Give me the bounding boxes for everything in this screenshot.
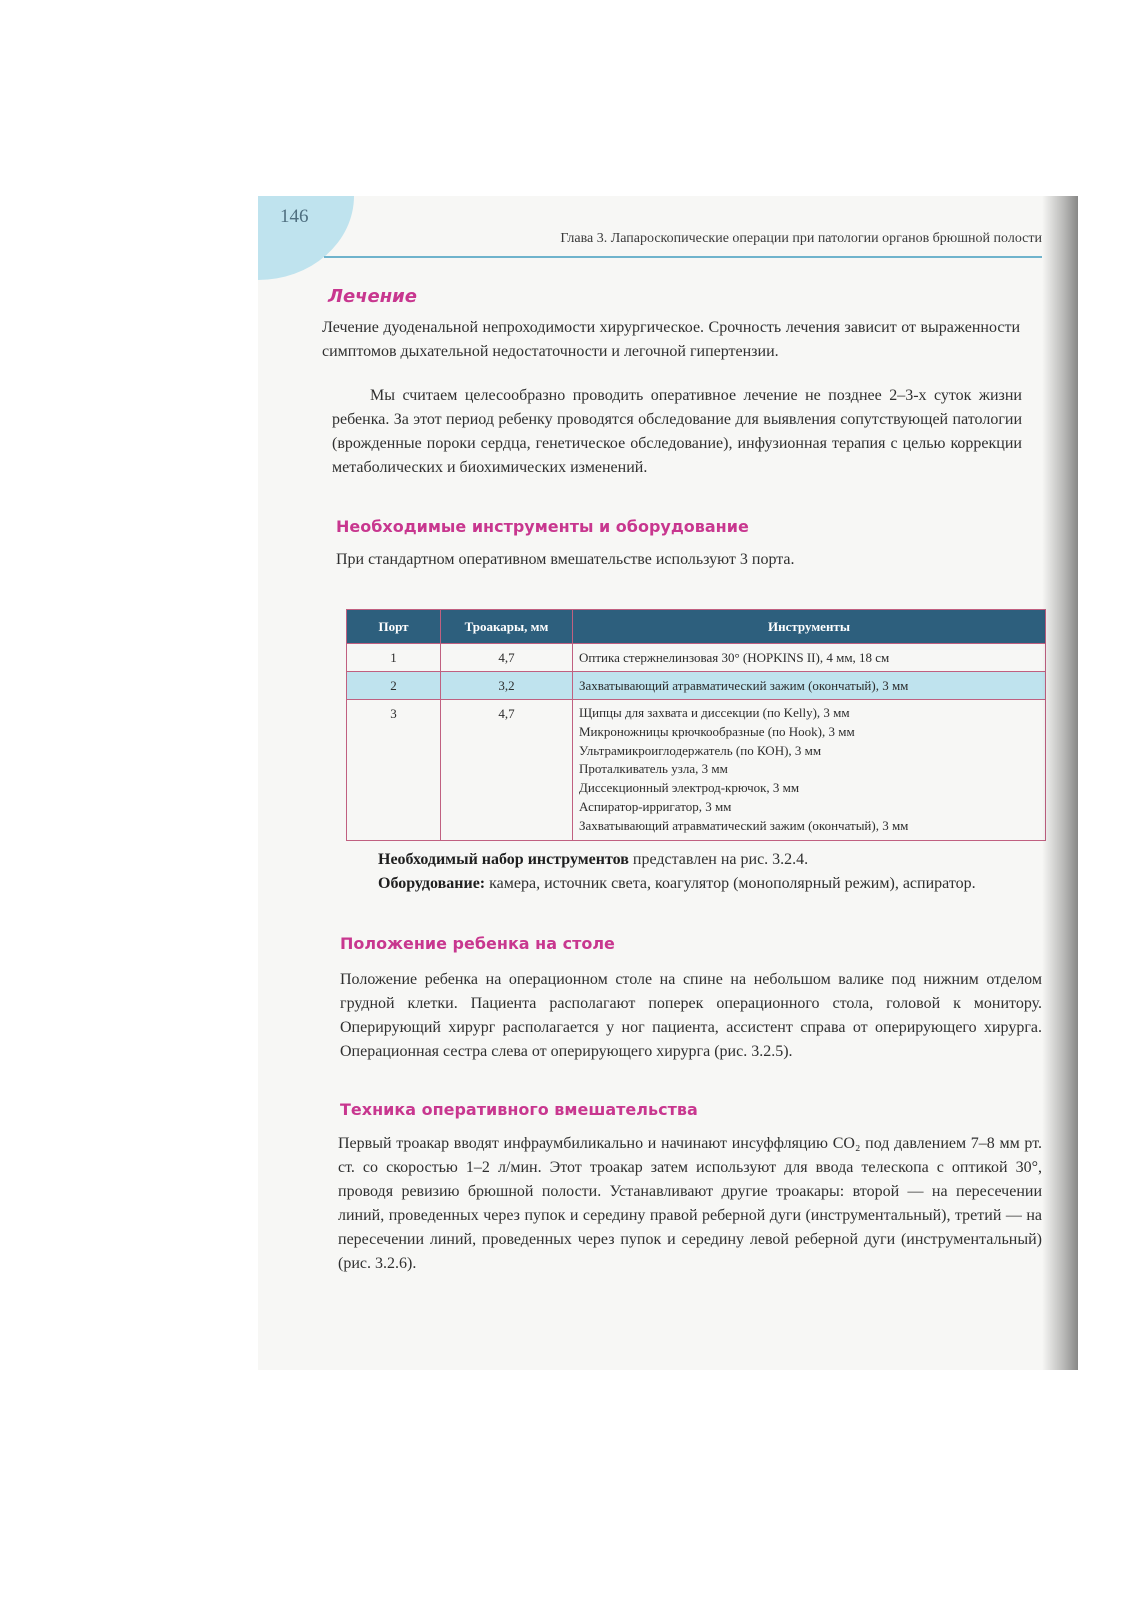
cell-instruments: Захватывающий атравматический зажим (окончатый), 3 мм [573, 672, 1046, 700]
cell-instruments [573, 700, 1046, 841]
list-item: Ультрамикроиглодержатель (по КОН), 3 мм [579, 742, 822, 758]
cell-port: 3 [347, 700, 441, 841]
list-item: Захватывающий атравматический зажим (окончатый), 3 мм [579, 817, 909, 833]
page-number: 146 [280, 206, 309, 227]
list-item: Микроножницы крючкообразные (по Hook), 3 мм [579, 723, 855, 739]
section-heading-technique: Техника оперативного вмешательства [340, 1100, 698, 1119]
paragraph-ports-intro: При стандартном оперативном вмешательстве используют 3 порта. [336, 551, 795, 568]
page-gutter-shadow [1042, 196, 1078, 1370]
section-heading-instruments: Необходимые инструменты и оборудование [336, 517, 749, 536]
list-item: Аспиратор-ирригатор, 3 мм [579, 798, 732, 814]
running-title: Глава 3. Лапароскопические операции при патологии органов брюшной полости [560, 231, 1042, 246]
paragraph-position: Положение ребенка на операционном столе на спине на небольшом валике под нижним отделом грудной клетки. Пациента располагают поперек операционного стола, головой к монитору. Оперирующий хирург располагается у ног пациента, ассистент справа от оперирующего хирурга. Операционная сестра слева от оперирующего хирурга (рис. 3.2.5). [340, 971, 1042, 1060]
table-row [347, 644, 1046, 672]
paragraph-equipment [340, 872, 1040, 896]
instrument-set-lead: Необходимый набор инструментов [378, 851, 629, 868]
column-header-port: Порт [347, 610, 441, 644]
list-item: Щипцы для захвата и диссекции (по Kelly), 3 мм [579, 705, 850, 720]
header-divider [324, 256, 1042, 258]
instrument-set-text: представлен на рис. 3.2.4. [628, 851, 809, 868]
table-row [347, 672, 1046, 700]
list-item: Диссекционный электрод-крючок, 3 мм [579, 780, 800, 796]
section-heading-treatment: Лечение [328, 286, 417, 307]
list-item: Проталкиватель узла, 3 мм [579, 761, 728, 777]
column-header-trocar: Троакары, мм [441, 610, 573, 644]
cell-instruments: Оптика стержнелинзовая 30° (HOPKINS II), 4 мм, 18 см [573, 644, 1046, 672]
table-row [347, 700, 1046, 841]
paragraph-treatment-1: Лечение дуоденальной непроходимости хирургическое. Срочность лечения зависит от выраженности симптомов дыхательной недостаточности и легочной гипертензии. [322, 319, 1020, 360]
instrument-list [579, 704, 1039, 836]
column-header-instruments: Инструменты [573, 610, 1046, 644]
cell-port: 1 [347, 644, 441, 672]
equipment-text: камера, источник света, коагулятор (монополярный режим), аспиратор. [485, 875, 976, 892]
table-header-row [347, 610, 1046, 644]
book-page [258, 196, 1078, 1370]
cell-trocar: 4,7 [441, 700, 573, 841]
paragraph-treatment-2: Мы считаем целесообразно проводить оперативное лечение не позднее 2–3-х суток жизни ребенка. За этот период ребенку проводятся обследование для выявления сопутствующей патологии (врожденные пороки сердца, генетическое обследование), инфузионная терапия с целью коррекции метаболических и биохимических изменений. [332, 387, 1022, 476]
paragraph-technique: Первый троакар вводят инфраумбиликально и начинают инсуффляцию CO₂ под давлением 7–8 мм рт. ст. со скоростью 1–2 л/мин. Этот троакар затем используют для ввода телескопа с оптикой 30°, проводя ревизию брюшной полости. Устанавливают другие троакары: второй — на пересечении линий, проведенных через пупок и середину правой реберной дуги (инструментальный), третий — на пересечении линий, проведенных через пупок и середину левой реберной дуги (инструментальный) (рис. 3.2.6). [338, 1135, 1042, 1272]
equipment-lead: Оборудование: [378, 875, 486, 892]
cell-trocar: 3,2 [441, 672, 573, 700]
paragraph-instrument-set [340, 848, 1040, 872]
ports-table [346, 609, 1046, 841]
section-heading-position: Положение ребенка на столе [340, 934, 615, 953]
cell-port: 2 [347, 672, 441, 700]
cell-trocar: 4,7 [441, 644, 573, 672]
